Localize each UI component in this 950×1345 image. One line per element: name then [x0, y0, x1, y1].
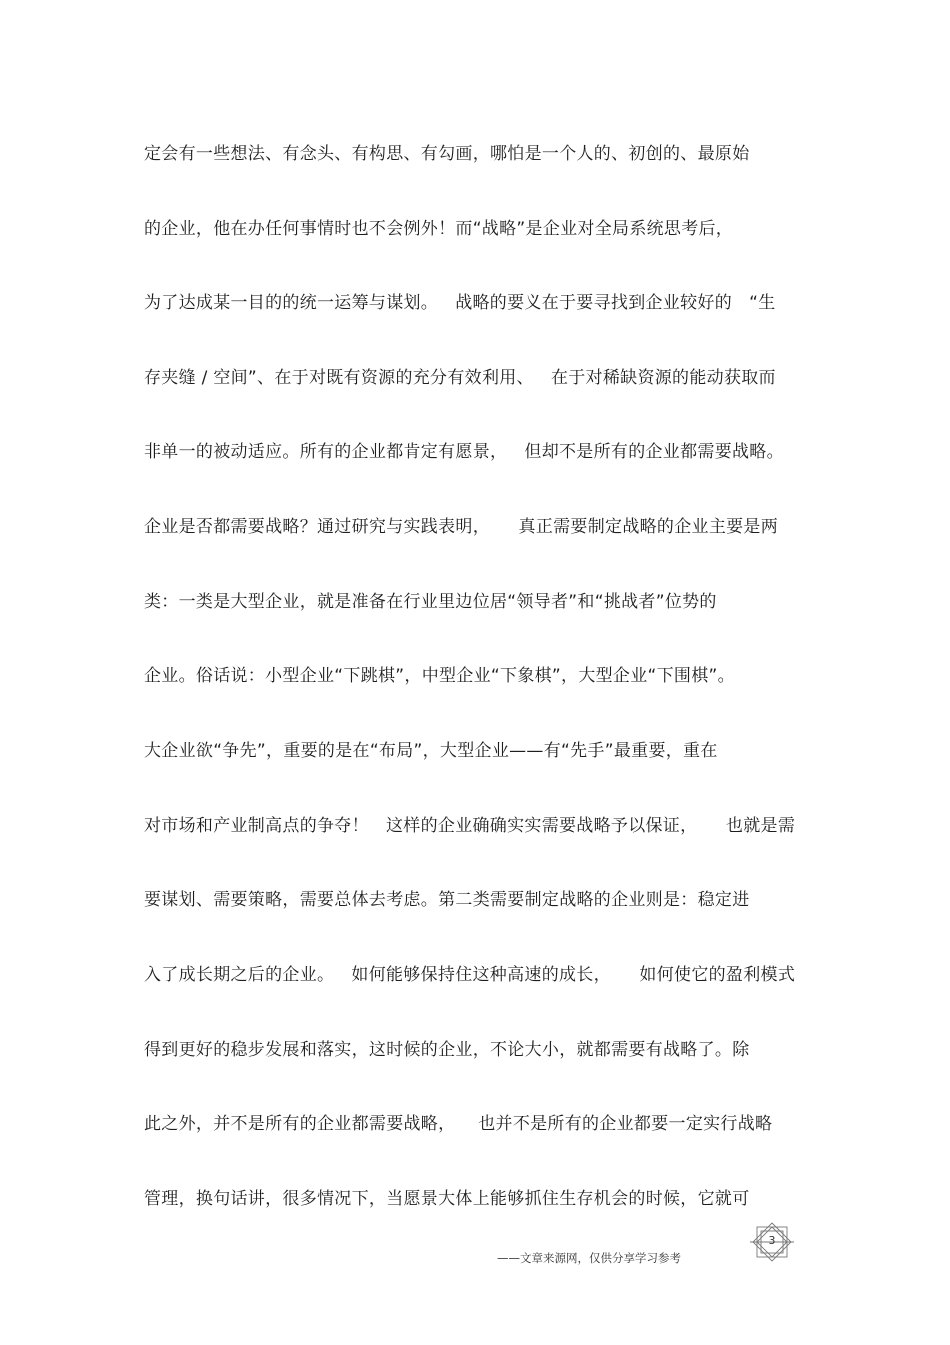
body-line-8: 企业。俗话说：小型企业“下跳棋”，中型企业“下象棋”，大型企业“下围棋”。	[144, 666, 735, 686]
body-line-12: 入了成长期之后的企业。 如何能够保持住这种高速的成长， 如何使它的盈利模式	[144, 965, 796, 985]
body-line-7: 类：一类是大型企业，就是准备在行业里边位居“领导者”和“挑战者”位势的	[144, 592, 717, 612]
body-line-9: 大企业欲“争先”，重要的是在“布局”，大型企业——有“先手”最重要，重在	[144, 741, 718, 761]
page-number: 3	[768, 1234, 776, 1247]
body-line-10: 对市场和产业制高点的争夺！ 这样的企业确确实实需要战略予以保证， 也就是需	[144, 816, 796, 836]
body-line-11: 要谋划、需要策略，需要总体去考虑。第二类需要制定战略的企业则是：稳定进	[144, 890, 750, 910]
body-line-4: 存夹缝 / 空间”、在于对既有资源的充分有效利用、 在于对稀缺资源的能动获取而	[144, 368, 776, 388]
body-line-1: 定会有一些想法、有念头、有构思、有勾画，哪怕是一个人的、初创的、最原始	[144, 144, 750, 164]
page-number-badge	[748, 1222, 796, 1262]
footer-source-note: ——文章来源网，仅供分享学习参考	[497, 1251, 681, 1265]
body-line-5: 非单一的被动适应。所有的企业都肯定有愿景， 但却不是所有的企业都需要战略。	[144, 442, 784, 462]
body-line-13: 得到更好的稳步发展和落实，这时候的企业，不论大小，就都需要有战略了。除	[144, 1040, 750, 1060]
body-line-3: 为了达成某一目的的统一运筹与谋划。 战略的要义在于要寻找到企业较好的 “生	[144, 293, 776, 313]
body-line-14: 此之外，并不是所有的企业都需要战略， 也并不是所有的企业都要一定实行战略	[144, 1114, 773, 1134]
body-line-15: 管理，换句话讲，很多情况下，当愿景大体上能够抓住生存机会的时候，它就可	[144, 1189, 750, 1209]
body-line-2: 的企业，他在办任何事情时也不会例外！而“战略”是企业对全局系统思考后，	[144, 219, 734, 239]
body-line-6: 企业是否都需要战略？通过研究与实践表明， 真正需要制定战略的企业主要是两	[144, 517, 779, 537]
